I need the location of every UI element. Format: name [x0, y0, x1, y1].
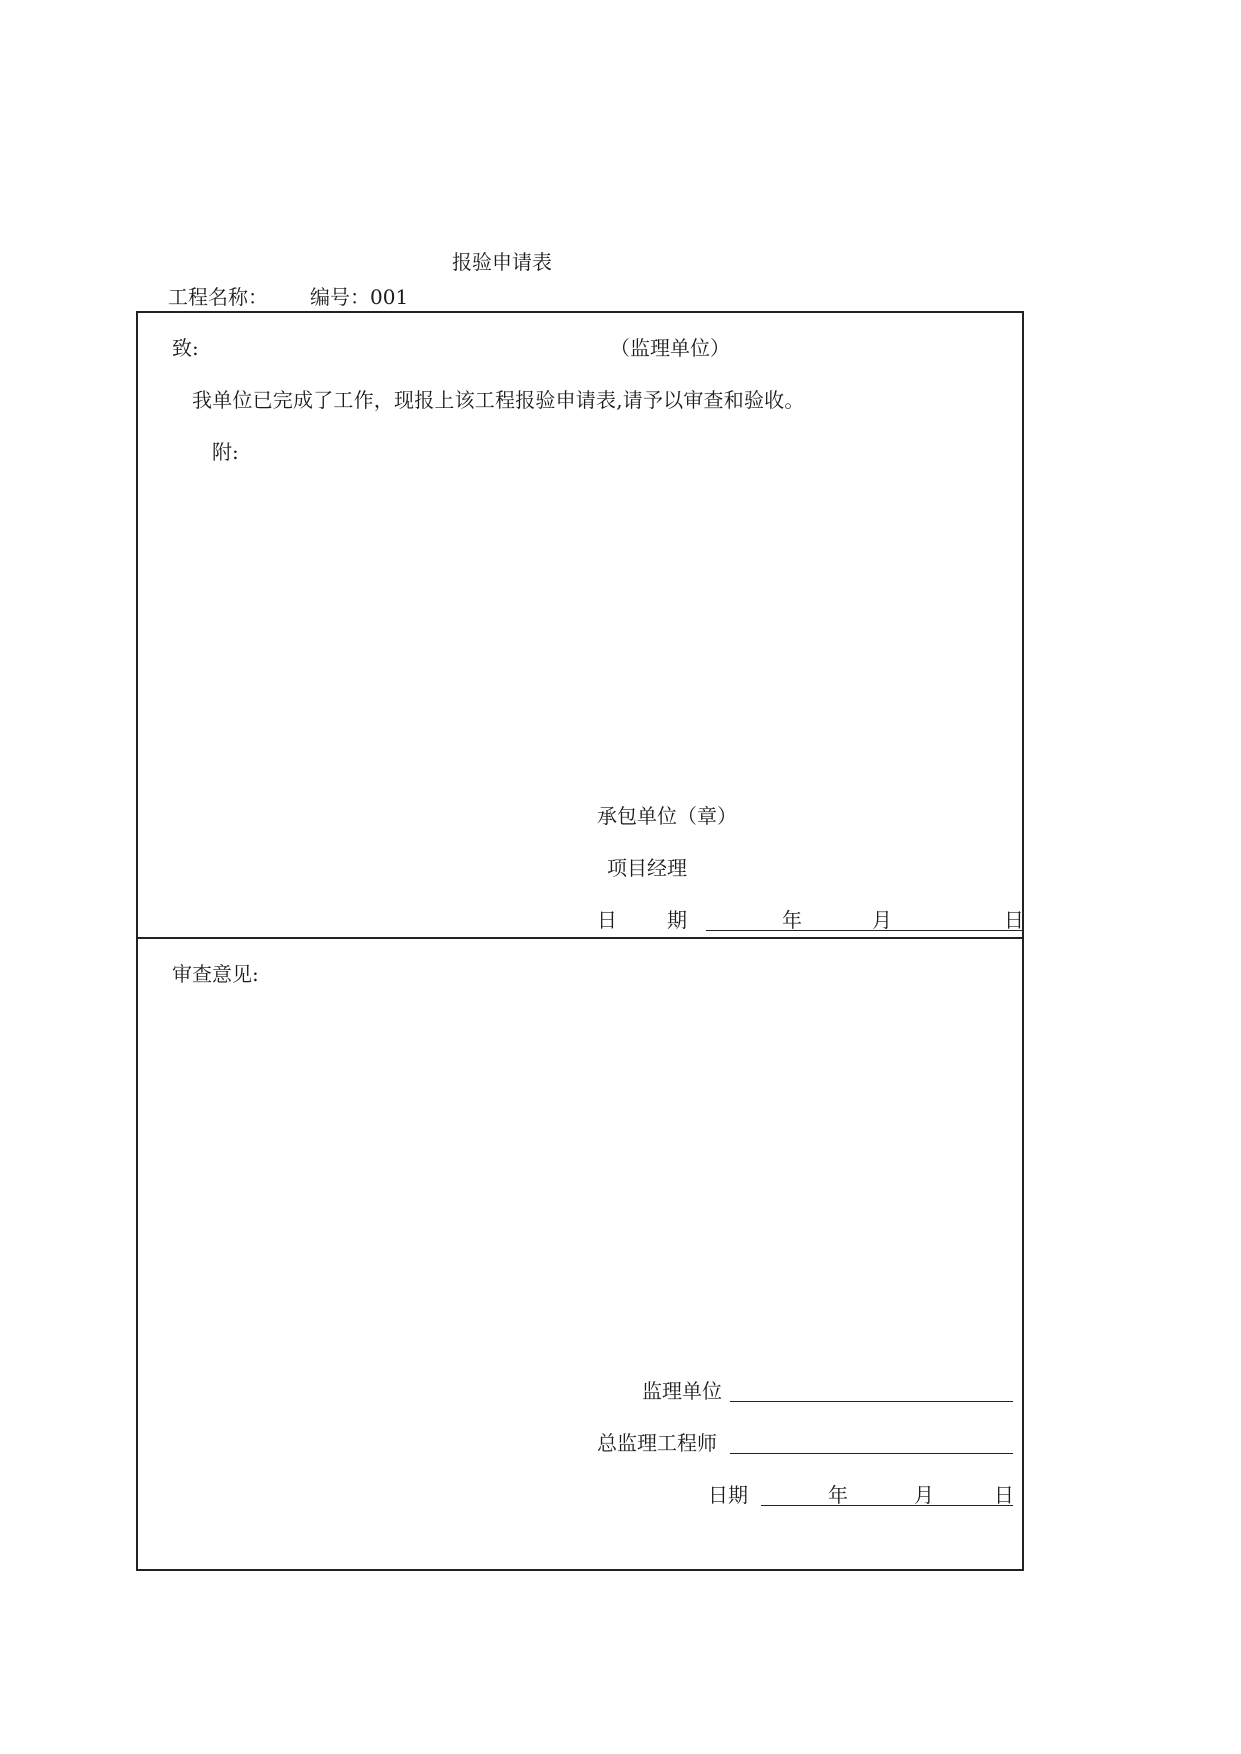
- contractor-label: 承包单位（章）: [597, 804, 737, 828]
- review-year-label: 年: [828, 1483, 848, 1507]
- date-label-left: 日: [597, 908, 617, 932]
- form-title: 报验申请表: [452, 250, 552, 274]
- application-month-label: 月: [872, 908, 892, 932]
- review-date-label: 日期: [708, 1483, 748, 1507]
- application-year-label: 年: [782, 908, 802, 932]
- application-statement: 我单位已完成了工作，现报上该工程报验申请表,请予以审查和验收。: [192, 388, 805, 412]
- review-opinion-label: 审查意见:: [172, 962, 259, 986]
- to-label: 致:: [172, 336, 199, 360]
- review-day-label: 日: [994, 1483, 1014, 1507]
- form-number: [310, 287, 408, 307]
- chief-engineer-line: [730, 1431, 1013, 1454]
- application-day-label: 日: [1004, 908, 1024, 932]
- project-name-label: 工程名称：: [168, 285, 268, 309]
- number-value: 001: [370, 285, 409, 309]
- application-date-line: [706, 908, 1022, 931]
- section-divider: [136, 937, 1024, 939]
- number-label: 编号：: [310, 285, 370, 309]
- attachment-label: 附:: [212, 440, 239, 464]
- chief-engineer-label: 总监理工程师: [597, 1431, 717, 1455]
- date-label-right: 期: [667, 908, 687, 932]
- review-month-label: 月: [914, 1483, 934, 1507]
- review-date-line: [761, 1483, 1013, 1506]
- supervision-unit-placeholder: （监理单位）: [610, 336, 730, 360]
- supervision-unit-label: 监理单位: [642, 1379, 722, 1403]
- application-date-label: [597, 910, 687, 930]
- supervision-unit-line: [730, 1379, 1013, 1402]
- project-manager-label: 项目经理: [607, 856, 687, 880]
